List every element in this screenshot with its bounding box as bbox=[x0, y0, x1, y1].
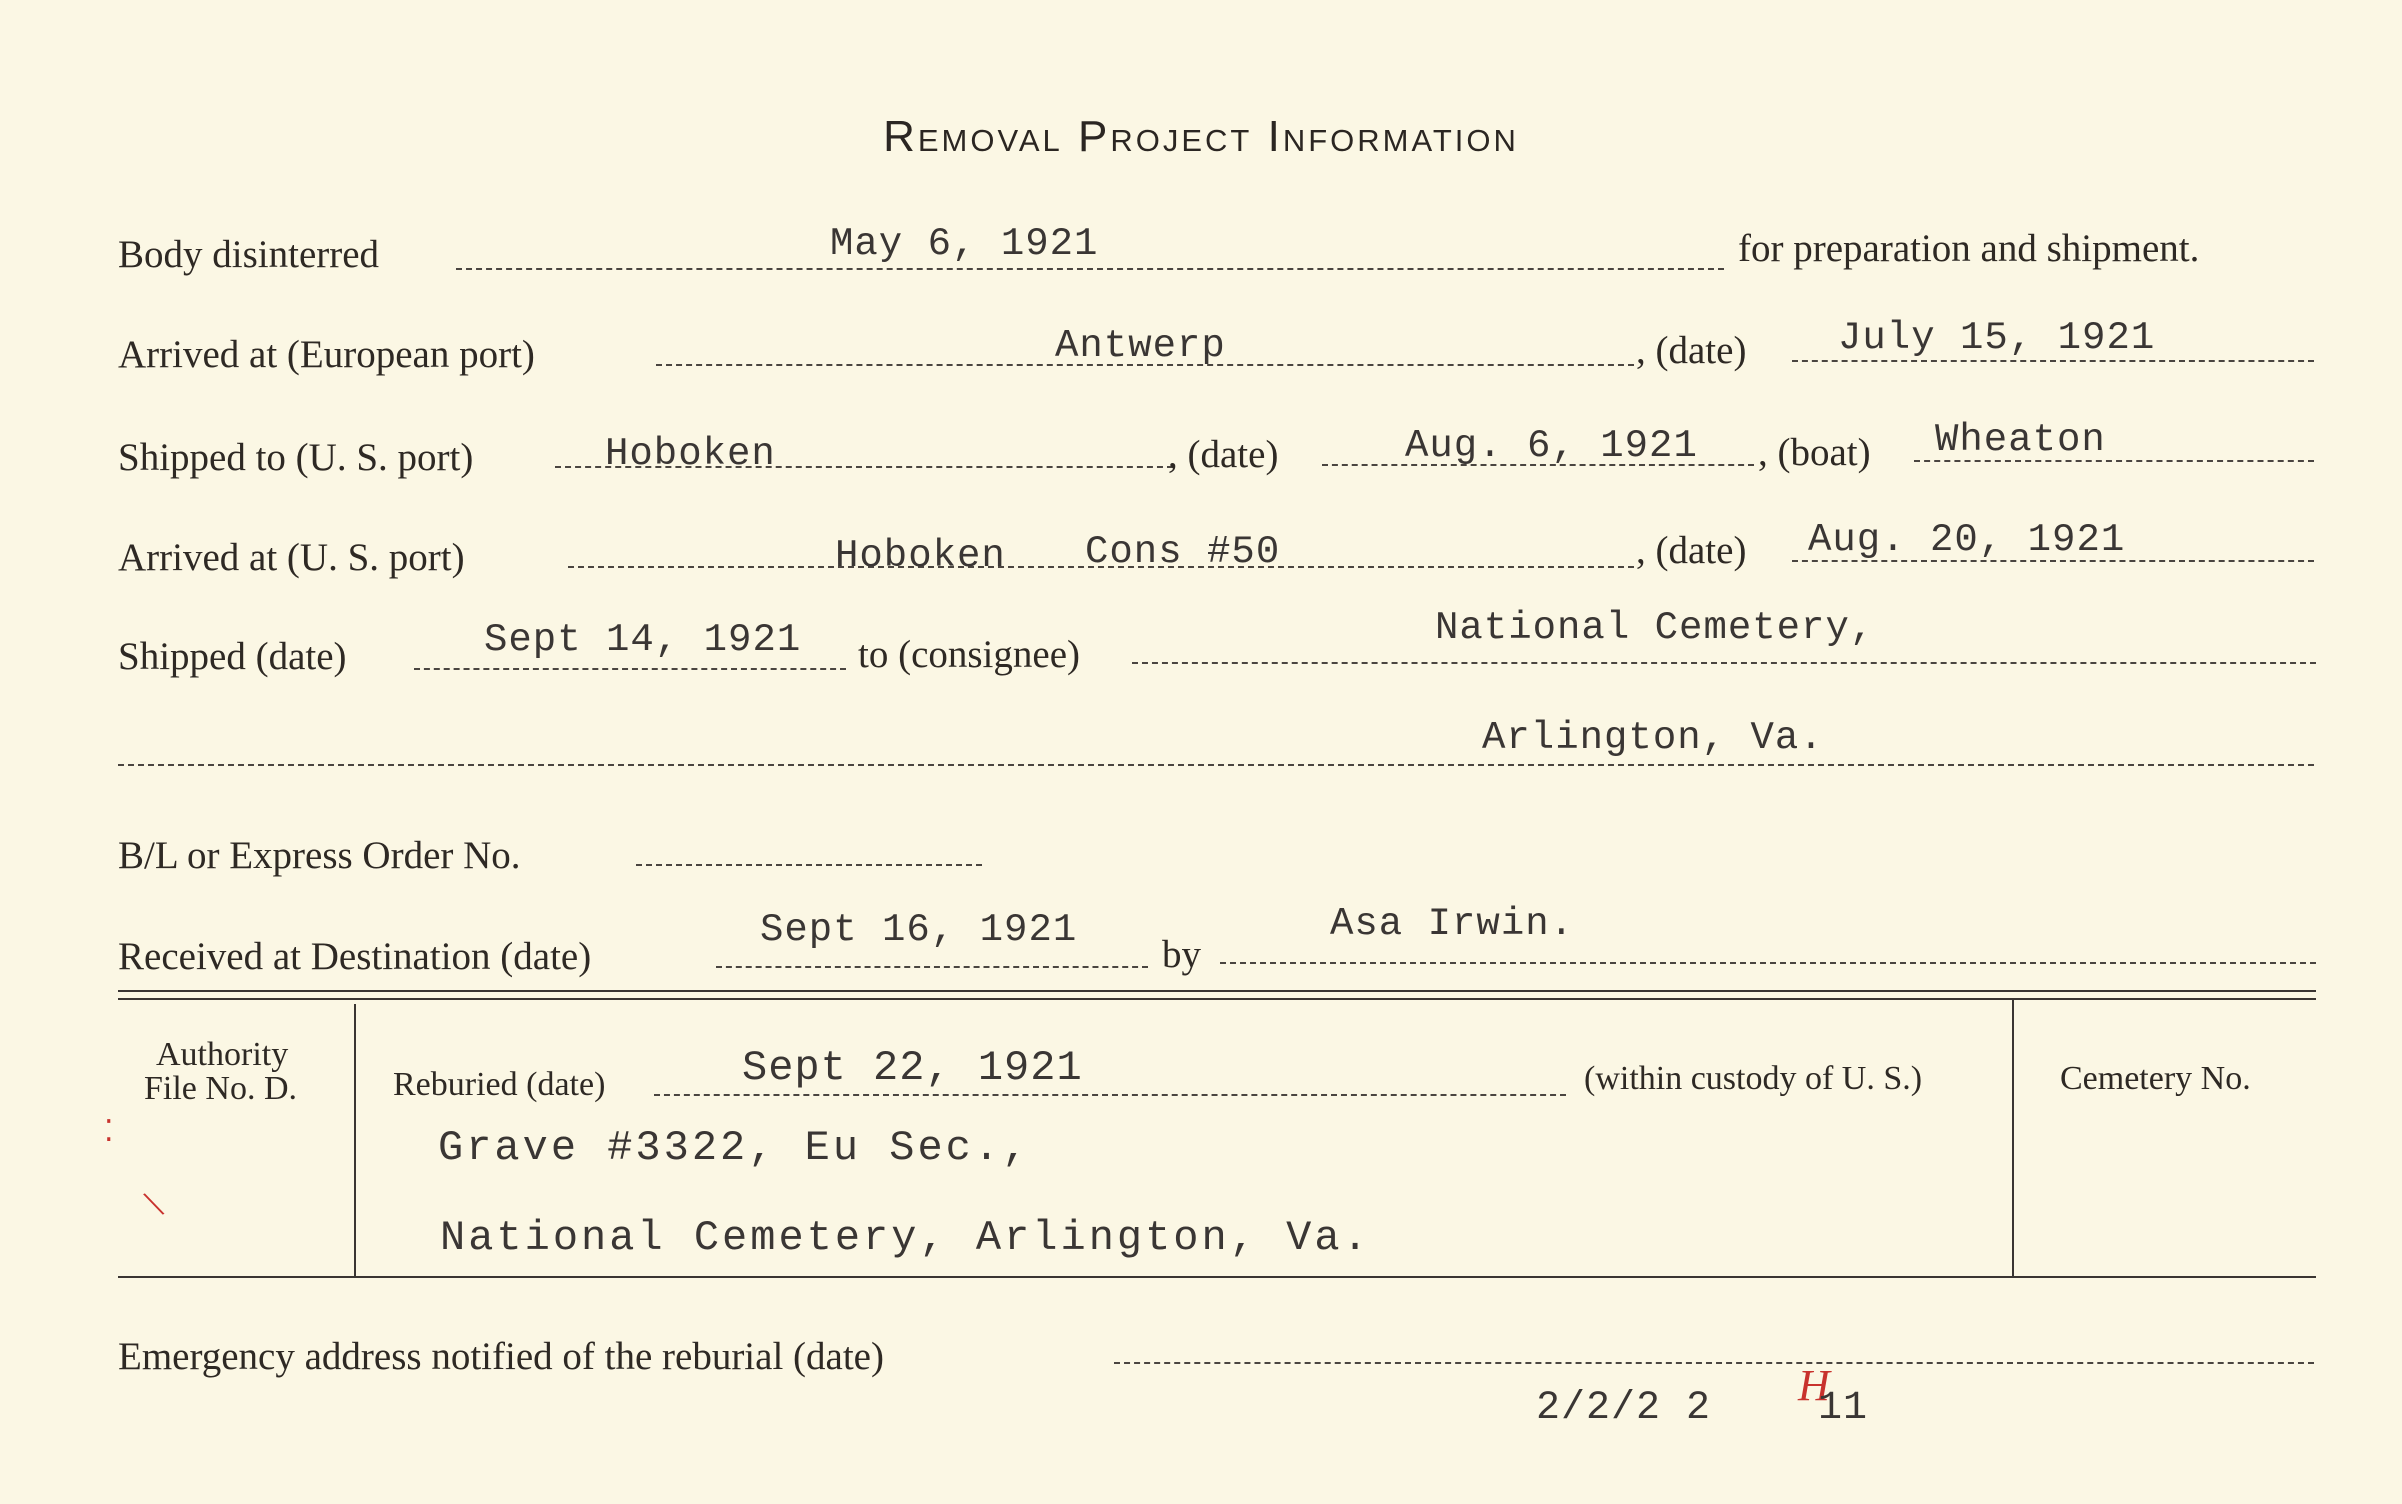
shipped-us-date-label: , (date) bbox=[1168, 433, 1279, 476]
grave-line2: National Cemetery, Arlington, Va. bbox=[440, 1214, 1371, 1262]
reburied-line bbox=[654, 1094, 1566, 1096]
shipped-date-line bbox=[414, 668, 846, 670]
footer-stamp-date: 2/2/2 2 bbox=[1536, 1386, 1712, 1431]
grave-line1: Grave #3322, Eu Sec., bbox=[438, 1124, 1031, 1172]
by-label: by bbox=[1162, 933, 1201, 976]
disinterred-suffix: for preparation and shipment. bbox=[1738, 227, 2200, 270]
file-no-label: File No. D. bbox=[144, 1070, 297, 1107]
received-label: Received at Destination (date) bbox=[118, 935, 592, 978]
authority-label: Authority bbox=[156, 1036, 289, 1073]
red-mark-stroke: \ bbox=[139, 1180, 169, 1227]
box-bottom-rule bbox=[118, 1276, 2316, 1278]
box-top-rule-2 bbox=[118, 998, 2316, 1000]
box-divider-right bbox=[2012, 1000, 2014, 1276]
shipped-date-label: Shipped (date) bbox=[118, 635, 347, 678]
shipped-us-label: Shipped to (U. S. port) bbox=[118, 436, 474, 479]
red-mark-dots: ⁚ bbox=[104, 1115, 114, 1148]
received-date: Sept 16, 1921 bbox=[760, 908, 1078, 952]
custody-label: (within custody of U. S.) bbox=[1584, 1060, 1923, 1097]
boat-value: Wheaton bbox=[1935, 418, 2106, 462]
disinterred-label: Body disinterred bbox=[118, 233, 380, 276]
reburied-date: Sept 22, 1921 bbox=[742, 1044, 1083, 1092]
cemetery-no-label: Cemetery No. bbox=[2060, 1060, 2251, 1097]
footer-red-initials: H bbox=[1798, 1361, 1830, 1410]
bl-line bbox=[636, 864, 982, 866]
consignee-line1: National Cemetery, bbox=[1435, 606, 1875, 650]
emergency-label: Emergency address notified of the reburial (date) bbox=[118, 1335, 884, 1378]
arrived-us-cons: Cons #50 bbox=[1085, 530, 1281, 574]
arrived-us-date: Aug. 20, 1921 bbox=[1808, 518, 2126, 562]
arrived-us-value: Hoboken bbox=[835, 534, 1006, 578]
shipped-us-date: Aug. 6, 1921 bbox=[1405, 424, 1698, 468]
consignee-line bbox=[1132, 662, 2316, 664]
eu-port-value: Antwerp bbox=[1055, 324, 1226, 368]
arrived-us-date-label: , (date) bbox=[1636, 529, 1747, 572]
eu-port-date-label: , (date) bbox=[1636, 329, 1747, 372]
eu-port-date: July 15, 1921 bbox=[1838, 316, 2156, 360]
boat-label: , (boat) bbox=[1758, 431, 1871, 474]
box-divider-left bbox=[354, 1004, 356, 1276]
reburied-label: Reburied (date) bbox=[393, 1066, 606, 1103]
shipped-date-value: Sept 14, 1921 bbox=[484, 618, 802, 662]
consignee-line2: Arlington, Va. bbox=[1482, 716, 1824, 760]
received-date-line bbox=[716, 966, 1148, 968]
eu-port-date-line bbox=[1792, 360, 2314, 362]
consignee-label: to (consignee) bbox=[858, 633, 1081, 676]
arrived-us-label: Arrived at (U. S. port) bbox=[118, 536, 465, 579]
box-top-rule-1 bbox=[118, 990, 2316, 992]
eu-port-label: Arrived at (European port) bbox=[118, 333, 535, 376]
bl-label: B/L or Express Order No. bbox=[118, 834, 521, 877]
consignee-continuation-line bbox=[118, 764, 2314, 766]
card-title: Removal Project Information bbox=[883, 112, 1519, 161]
emergency-line bbox=[1114, 1362, 2314, 1364]
disinterred-value: May 6, 1921 bbox=[830, 222, 1099, 266]
by-value: Asa Irwin. bbox=[1330, 902, 1575, 946]
disinterred-line bbox=[456, 268, 1724, 270]
by-line bbox=[1220, 962, 2316, 964]
footer-typed-initials: 11 bbox=[1818, 1386, 1869, 1431]
shipped-us-value: Hoboken bbox=[605, 432, 776, 476]
